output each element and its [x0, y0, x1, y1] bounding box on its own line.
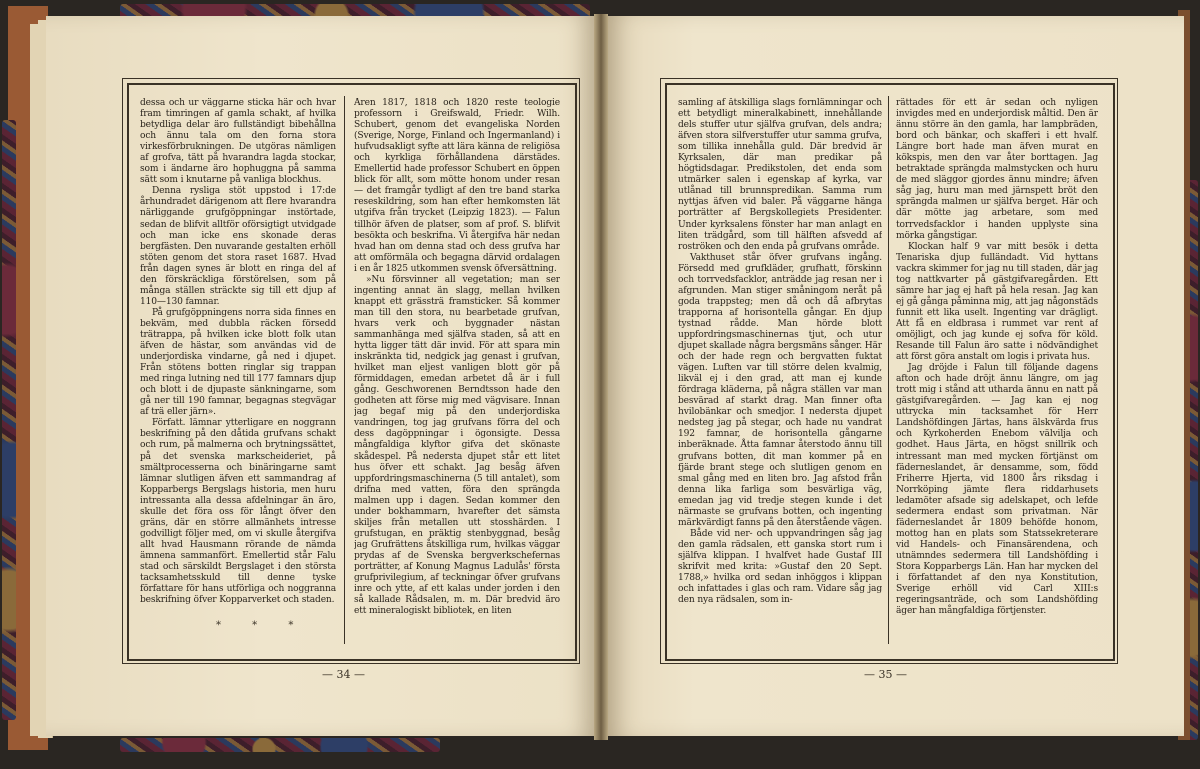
right-page-column-divider [888, 96, 889, 644]
paragraph: »Nu försvinner all vegetation; man ser ingenting annat än slagg, mellan hvilken knappt ett grässträ framsticker. Så kommer man till den stora, nu bearbetade grufvan, hvars verk och byggnader nästan sammanhänga med själfva staden, så att en hytta ligger tätt där invid. För att spara min inskränkta tid, nedgick jag genast i grufvan, hvilket man eljest vanligen blott gör på förmiddagen, emedan arbetet då är i full gång. Geschworenen Berndtsson hade den godheten att förse mig med vägvisare. Innan jag begaf mig på den underjordiska vandringen, tog jag grufvans förra del och dess dagöppningar i ögonsigte. Dessa mångfaldiga klyftor gifva det skönaste skådespel. På nedersta djupet står ett litet hus öfver ett schakt. Jag besåg äfven uppfordringsmaschinerna (5 till antalet), som drifna med vatten, föra den sprängda malmen upp i dagen. Sedan kommer den under bokhammarn, hvarefter det sämsta skiljes från metallen utt stosshärden. I grufstugan, en präktig stenbyggnad, besåg jag Grufrättens åtskilliga rum, hvilkas väggar prydas af de Svenska bergverkschefernas porträtter, af Konung Magnus Ladulås' första grufprivilegium, af teckningar öfver grufvans inre och ytte, af ett kalas under jorden i den så kallade Rådsalen, m. m. Där bredvid äro ett mineralogiskt bibliotek, en liten [354, 274, 560, 617]
page-number-left: — 34 — [322, 668, 365, 681]
paragraph: Vakthuset står öfver grufvans ingång. Försedd med grufkläder, grufhatt, förskinn och torrvedsfacklor, anträdde jag resan ner i afgrunden. Man stiger småningom neråt på goda trappsteg; men då och då afbrytas trapporna af horisontella gångar. En djup tystnad rådde. Man hörde blott uppfordringsmaschinernas tjut, och utur djupet skallade några bergsmäns sånger. Här och der hade regn och bergvatten fuktat vägen. Luften var till större delen kvalmig, likväl ej i den grad, att man ej kunde fördraga kläderna, på några ställen var man besvärad af starkt drag. Man finner ofta hvilobänkar och smedjor. I nedersta djupet nedsteg jag på stegar, och hade nu vandrat 192 famnar, de horisontella gångarne inberäknade. Åtta famnar återstodo ännu till grufvans botten, dit man kommer på en fjärde brant stege och slutligen genom en smal gång med en liten bro. Jag afstod från denna lika farliga som besvärliga väg, emedan jag vid tredje stegen kunde i det närmaste se grufvans botten, och ingenting märkvärdigt fanns på den återstående vägen. [678, 252, 882, 528]
paragraph: Jag dröjde i Falun till följande dagens afton och hade dröjt ännu längre, om jag trott mig i stånd att utharda ännu en natt på gästgifvaregården. — Jag kan ej nog uttrycka min tacksamhet för Herr Landshöfdingen Järtas, hans älskvärda frus och Kyrkoherden Enebom välvilja och godhet. Haus Järta, en högst snillrik och intressant man med mycken förtjänst om fäderneslandet, är densamme, som, född Friherre Hjerta, vid 1800 års riksdag i Norrköping jämte flera riddarhusets ledamöter afsade sig adelskapet, och lefde sedermera endast som privatman. När fäderneslandet år 1809 behöfde honom, mottog han en plats som Statssekreterare vid Handels- och Finansärendena, och utnämndes sedermera till Landshöfding i Stora Kopparbergs Län. Han har mycken del i författandet af den nya Konstitution, Sverige erhöll vid Carl XIII:s regeringsanträde, och som Landshöfding äger han mångfaldiga förtjenster. [896, 363, 1098, 617]
paragraph: På grufgöppningens norra sida finnes en bekväm, med dubbla räcken försedd trätrappa, på hvilken icke blott folk utan äfven de hästar, som användas vid de underjordiska vindarne, gå ned i djupet. Från stötens botten ringlar sig trappan med ringa lutning ned till 177 famnars djup och blott i de djupaste sänkningarne, som gå ner till 190 famnar, begagnas stegvägar af trä eller järn». [140, 307, 336, 418]
left-page-column-divider [344, 96, 345, 644]
page-number-right: — 35 — [864, 668, 907, 681]
left-page-column-1 [140, 98, 336, 618]
paragraph: Både vid ner- och uppvandringen såg jag den gamla rädsalen, ett ganska stort rum i själfva klippan. I hvalfvet hade Gustaf III skrifvit med krita: »Gustaf den 20 Sept. 1788,» hvilka ord sedan inhöggos i klippan och infattades i glas och ram. Vidare såg jag den nya rädsalen, som in- [678, 528, 882, 606]
book-gutter [594, 14, 608, 740]
paragraph: Klockan half 9 var mitt besök i detta Tenariska djup fulländadt. Vid hyttans vackra skimmer for jag nu till staden, där jag tog nattkvarter på gästgifvaregården. Ett sämre har jag ej haft på hela resan. Jag kan ej gå gånga påminna mig, att jag någonstäds funnit ett lika uselt. Ingenting var drägligt. Att få en eldbrasa i rummet var rent af omöjligt, och jag kunde ej sofva för köld. Resande till Falun äro satte i nödvändighet att först göra anstalt om logis i privata hus. [896, 241, 1098, 363]
paragraph: samling af åtskilliga slags fornlämningar och ett betydligt mineralkabinett, innehållande dels stuffer utur själfva grufvan, dels andra; äfven stora silfverstuffer utur samma grufva, som tillika innehålla guld. Där bredvid är Kyrksalen, där man predikar på högtidsdagar. Predikstolen, det enda som utmärker salen i egenskap af kyrka, var utlånad till brunnspredikan. Samma rum nyttjas äfven vid baler. På väggarne hänga porträtter af Bergskollegiets Presidenter. Under kyrksalens fönster har man anlagt en liten trädgård, som till hälften afsvedd af roströken och den enda på grufvans område. [678, 98, 882, 252]
left-page-column-2 [354, 98, 560, 644]
paragraph: Författ. lämnar ytterligare en noggrann beskrifning på den dåtida grufvans schakt och rum, på malmerna och brytningssättet, på det svenska markscheideriet, på smältprocesserna och binäringarne samt lämnar slutligen äfven ett sammandrag af Kopparbergs Bergslags historia, men huru intressanta alla dessa afdelningar än äro, skulle det föra oss för långt öfver den gräns, där en större allmänhets intresse godvilligt följer med, om vi skulle återgifva allt hvad Hausmann rörande de nämda ämnena sammanfört. Emellertid står Falu stad och särskildt Bergslaget i den största tacksamhetsskuld till denne tyske författare för hans utförliga och noggranna beskrifning öfver Kopparverket och staden. [140, 418, 336, 606]
right-page-column-2 [896, 98, 1098, 644]
paragraph: Denna rysliga stöt uppstod i 17:de århundradet därigenom att flere hvarandra närliggande grufgöppningar instörtade, sedan de blifvit alltför oförsigtigt utvidgade och man icke ens skonade deras bergfästen. Den nuvarande gestalten erhöll stöten genom det stora raset 1687. Hvad från dagen synes är blott en ringa del af den förskräckliga förstörelsen, som på många ställen sträckte sig till ett djup af 110—130 famnar. [140, 186, 336, 307]
section-ornament: * * * [216, 620, 308, 631]
marbled-endpaper-left [2, 120, 16, 720]
paragraph: Åren 1817, 1818 och 1820 reste teologie professorn i Greifswald, Friedr. Wilh. Schubert, genom det evangeliska Norden (Sverige, Norge, Finland och Ingermanland) i hufvudsakligt syfte att lära känna de religiösa och kyrkliga förhållandena därstädes. Emellertid hade professor Schubert en öppen blick för allt, som mötte honom under resan — det framgår tydligt af den tre band starka reseskildring, som han efter hemkomsten lät utgifva från trycket (Leipzig 1823). — Falun tillhör äfven de platser, som af prof. S. blifvit besökta och beskrifna. Vi återgifva här nedan hvad han om denna stad och dess grufva har att omförmäla och begagna därvid ordalagen i en år 1825 utkommen svensk öfversättning. [354, 98, 560, 274]
paragraph: dessa och ur väggarne sticka här och hvar fram timringen af gamla schakt, af hvilka betydliga delar äro fullständigt bibehållna och ännu tala om den forna stora virkesförbrukningen. De utgöras nämligen af grofva, tätt på hvarandra lagda stockar, som i ändarne äro hophuggna på samma sätt som i knutarne på vanliga blockhus. [140, 98, 336, 186]
right-page-column-1 [678, 98, 882, 644]
paragraph: rättades för ett år sedan och nyligen invigdes med en underjordisk måltid. Den är ännu större än den gamla, har lampbräden, bord och bänkar, och skafferi i ett hvalf. Längre bort hade man äfven murat en kökspis, men den var åter borttagen. Jag betraktade sprängda malmstycken och huru de med släggor gjordes ännu mindre; äfven såg jag, huru man med järnspett bröt den sprängda malmen ur själfva berget. Här och där mötte jag arbetare, som med torrvedsfacklor i handen upplyste sina mörka gångstigar. [896, 98, 1098, 241]
marbled-endpaper-bottom [120, 738, 440, 752]
